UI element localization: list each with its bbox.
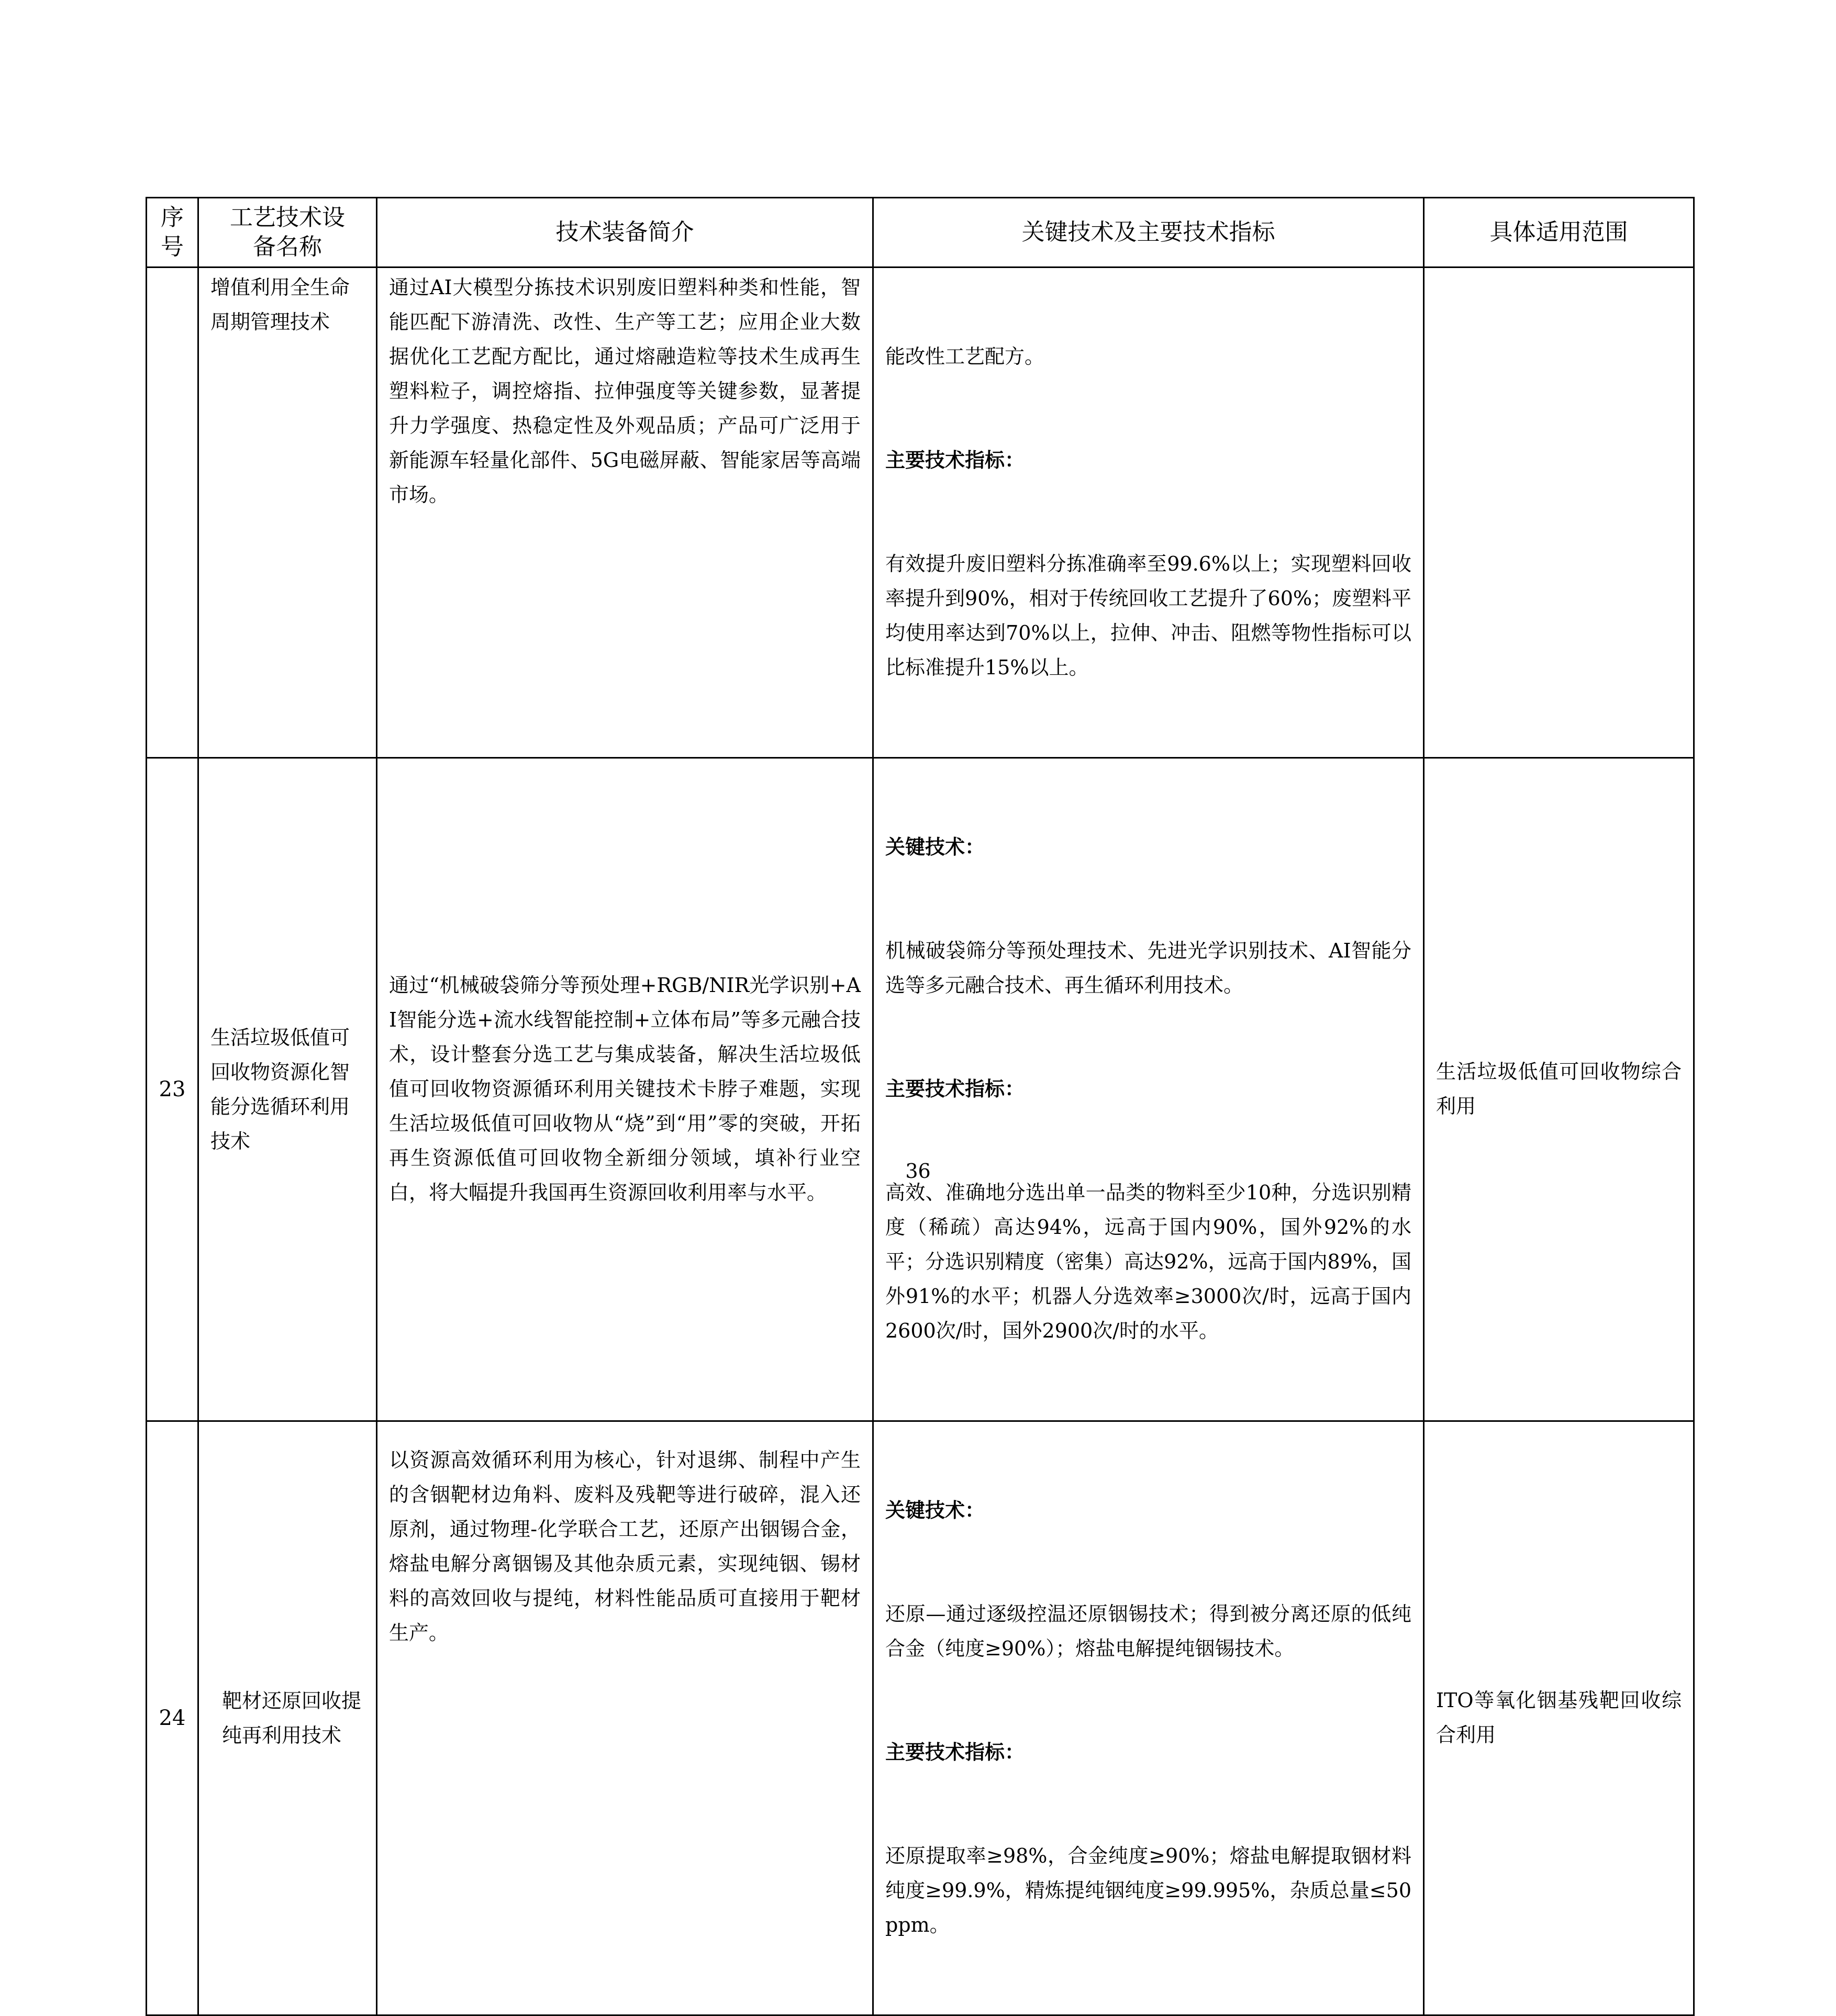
row-index <box>147 268 198 758</box>
main-indicators-heading: 主要技术指标： <box>885 1741 1025 1764</box>
main-indicators-text: 高效、准确地分选出单一品类的物料至少10种，分选识别精度（稀疏）高达94%，远高于国内90%，国外92%的水平；分选识别精度（密集）高达92%，远高于国内89%，国外91%的水平；机器人分选效率≥3000次/时，远高于国内2600次/时，国外2900次/时的水平。 <box>885 1181 1411 1342</box>
row-scope: ITO等氧化铟基残靶回收综合利用 <box>1436 1689 1682 1746</box>
row-index: 23 <box>147 758 198 1421</box>
main-indicators-text: 还原提取率≥98%，合金纯度≥90%；熔盐电解提取铟材料纯度≥99.9%，精炼提纯铟纯度≥99.995%，杂质总量≤50ppm。 <box>885 1844 1411 1936</box>
row-name-cell <box>198 758 377 1421</box>
page-number: 36 <box>905 1160 931 1183</box>
row-intro: 以资源高效循环利用为核心，针对退绑、制程中产生的含铟靶材边角料、废料及残靶等进行破碎，混入还原剂，通过物理-化学联合工艺，还原产出铟锡合金，熔盐电解分离铟锡及其他杂质元素，实现纯铟、锡材料的高效回收与提纯，材料性能品质可直接用于靶材生产。 <box>389 1449 861 1644</box>
key-tech-heading: 关键技术： <box>885 836 985 859</box>
row-key-cell <box>873 1421 1424 2015</box>
main-indicators-heading: 主要技术指标： <box>885 449 1025 472</box>
key-tech-text: 还原—通过逐级控温还原铟锡技术；得到被分离还原的低纯合金（纯度≥90%）；熔盐电解提纯铟锡技术。 <box>885 1602 1411 1660</box>
row-name-cell <box>198 1421 377 2015</box>
row-scope: 生活垃圾低值可回收物综合利用 <box>1436 1060 1682 1118</box>
row-scope-cell <box>1424 1421 1694 2015</box>
header-scope: 具体适用范围 <box>1424 198 1694 268</box>
row-name: 生活垃圾低值可回收物资源化智能分选循环利用技术 <box>210 1026 350 1153</box>
key-tech-text: 机械破袋筛分等预处理技术、先进光学识别技术、AI智能分选等多元融合技术、再生循环利用技术。 <box>885 939 1411 997</box>
row-scope-cell <box>1424 758 1694 1421</box>
row-name-cell <box>198 268 377 758</box>
row-intro: 通过“机械破袋筛分等预处理+RGB/NIR光学识别+AI智能分选+流水线智能控制+立体布局”等多元融合技术，设计整套分选工艺与集成装备，解决生活垃圾低值可回收物资源循环利用关键技术卡脖子难题，实现生活垃圾低值可回收物从“烧”到“用”零的突破，开拓再生资源低值可回收物全新细分领域，填补行业空白，将大幅提升我国再生资源回收利用率与水平。 <box>389 974 861 1204</box>
main-indicators-heading: 主要技术指标： <box>885 1077 1025 1100</box>
row-name: 靶材还原回收提纯再利用技术 <box>222 1689 362 1747</box>
row-key-cell <box>873 758 1424 1421</box>
technology-table <box>146 197 1695 2016</box>
main-indicators-text: 有效提升废旧塑料分拣准确率至99.6%以上；实现塑料回收率提升到90%，相对于传统回收工艺提升了60%；废塑料平均使用率达到70%以上，拉伸、冲击、阻燃等物性指标可以比标准提升15%以上。 <box>885 552 1411 679</box>
table-row <box>147 758 1694 1421</box>
row-intro-cell <box>377 1421 873 2015</box>
row-scope <box>1425 268 1693 273</box>
header-name: 工艺技术设 备名称 <box>198 198 377 268</box>
table-header-row <box>147 198 1694 268</box>
row-intro-cell <box>377 758 873 1421</box>
row-key-continued: 能改性工艺配方。 <box>885 345 1045 368</box>
header-intro: 技术装备简介 <box>377 198 873 268</box>
key-tech-heading: 关键技术： <box>885 1499 985 1522</box>
row-name: 增值利用全生命周期管理技术 <box>210 276 350 333</box>
row-index: 24 <box>147 1421 198 2015</box>
header-key-tech: 关键技术及主要技术指标 <box>873 198 1424 268</box>
row-key-cell <box>873 268 1424 758</box>
table-row <box>147 1421 1694 2015</box>
row-scope-cell <box>1424 268 1694 758</box>
row-intro: 通过AI大模型分拣技术识别废旧塑料种类和性能，智能匹配下游清洗、改性、生产等工艺；应用企业大数据优化工艺配方配比，通过熔融造粒等技术生成再生塑料粒子，调控熔指、拉伸强度等关键参数，显著提升力学强度、热稳定性及外观品质；产品可广泛用于新能源车轻量化部件、5G电磁屏蔽、智能家居等高端市场。 <box>389 276 861 506</box>
table-row <box>147 268 1694 758</box>
row-intro-cell <box>377 268 873 758</box>
header-index: 序 号 <box>147 198 198 268</box>
